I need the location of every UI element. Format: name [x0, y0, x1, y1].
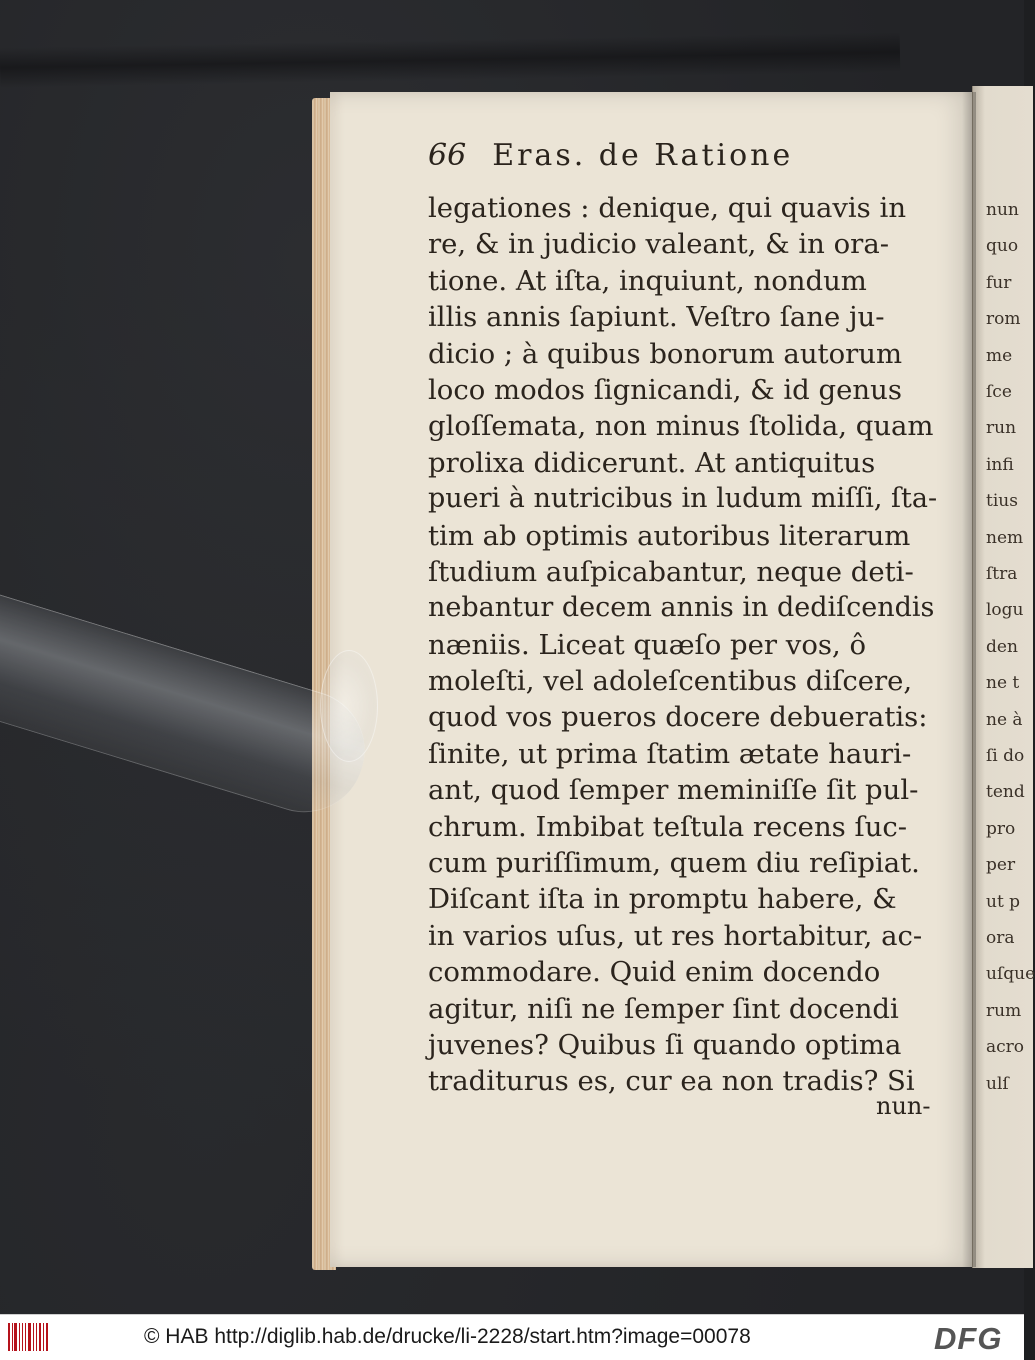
page-number: 66 — [428, 138, 467, 173]
text-line: in varios uſus, ut res hortabitur, ac- — [428, 919, 923, 952]
text-line: juvenes? Quibus ſi quando optima — [428, 1028, 902, 1061]
facing-page-fragment: den — [986, 636, 1018, 657]
text-line: prolixa didicerunt. At antiquitus — [428, 446, 876, 479]
facing-page-fragment: run — [986, 418, 1017, 439]
text-line: chrum. Imbibat teſtula recens ſuc- — [428, 810, 908, 843]
text-line: dicio ; à quibus bonorum autorum — [428, 337, 903, 370]
text-line: tim ab optimis autoribus literarum — [428, 519, 911, 552]
running-title: Eras. de Ratione — [492, 138, 794, 173]
text-line: loco modos ſignicandi, & id genus — [428, 373, 902, 406]
barcode-icon — [8, 1323, 48, 1351]
facing-page-fragment: pro — [986, 818, 1016, 839]
facing-page-fragment: quo — [986, 236, 1019, 257]
facing-page-fragment: per — [986, 855, 1016, 876]
facing-page-fragment: logu — [986, 600, 1024, 621]
text-line: ſtudium auſpicabantur, neque deti- — [428, 555, 914, 588]
text-line: quod vos pueros docere debueratis: — [428, 701, 928, 734]
facing-page-fragment: infi — [986, 454, 1014, 475]
text-line: pueri à nutricibus in ludum miſſi, ſta- — [428, 483, 938, 515]
text-line: moleſti, vel adoleſcentibus diſcere, — [428, 665, 913, 698]
dfg-logo: DFG — [934, 1321, 1003, 1356]
facing-page-fragment: fur — [986, 272, 1012, 293]
text-line: Diſcant iſta in promptu habere, & — [428, 883, 897, 916]
facing-page-fragment: ulſ — [986, 1073, 1009, 1094]
facing-page-fragment: rum — [986, 1000, 1022, 1021]
running-head — [428, 138, 793, 173]
text-line: commodare. Quid enim docendo — [428, 956, 881, 989]
text-line: nebantur decem annis in dediſcendis — [428, 592, 935, 624]
facing-page-fragment: ne t — [986, 673, 1020, 694]
footer-bar — [0, 1314, 1024, 1360]
facing-page-fragment: nun — [986, 200, 1019, 220]
facing-page-fragment: rom — [986, 309, 1021, 330]
facing-page-fragment: nem — [986, 527, 1024, 548]
text-line: agitur, niſi ne ſemper ſint docendi — [428, 992, 899, 1025]
text-line: ant, quod ſemper meminiſſe ſit pul- — [428, 774, 919, 807]
text-line: legationes : denique, qui quavis in — [428, 192, 907, 224]
text-line: traditurus es, cur ea non tradis? Si — [428, 1065, 915, 1098]
text-line: illis annis ſapiunt. Veſtro ſane ju- — [428, 301, 885, 334]
facing-page-fragment: tius — [986, 491, 1018, 512]
facing-page-fragment: me — [986, 345, 1013, 366]
facing-page-fragment: ut p — [986, 891, 1021, 912]
facing-page-fragment: ora — [986, 928, 1015, 948]
facing-page-fragment: ſtra — [986, 564, 1018, 584]
text-line: tione. At iſta, inquiunt, nondum — [428, 264, 867, 297]
facing-page-fragment: acro — [986, 1037, 1025, 1058]
page-body-text — [428, 190, 942, 1100]
text-line: næniis. Liceat quæſo per vos, ô — [428, 628, 867, 661]
text-line: ſinite, ut prima ſtatim ætate hauri- — [428, 737, 912, 770]
catchword: nun- — [876, 1092, 931, 1120]
text-line: re, & in judicio valeant, & in ora- — [428, 228, 890, 261]
spine-shadow — [962, 92, 976, 1267]
text-line: gloſſemata, non minus ſtolida, quam — [428, 410, 934, 443]
facing-page-fragment: tend — [986, 782, 1025, 803]
copyright-text: © HAB http://diglib.hab.de/drucke/li-2228/start.htm?image=00078 — [144, 1325, 751, 1348]
text-line: cum puriſſimum, quem diu reſipiat. — [428, 847, 920, 880]
facing-page-fragment: ſce — [986, 382, 1012, 402]
facing-page-fragment: uſque — [986, 964, 1035, 985]
glass-weight-tip — [320, 650, 378, 762]
facing-page-fragment: ne à — [986, 709, 1023, 730]
facing-page-fragment: ſi do — [986, 746, 1025, 766]
